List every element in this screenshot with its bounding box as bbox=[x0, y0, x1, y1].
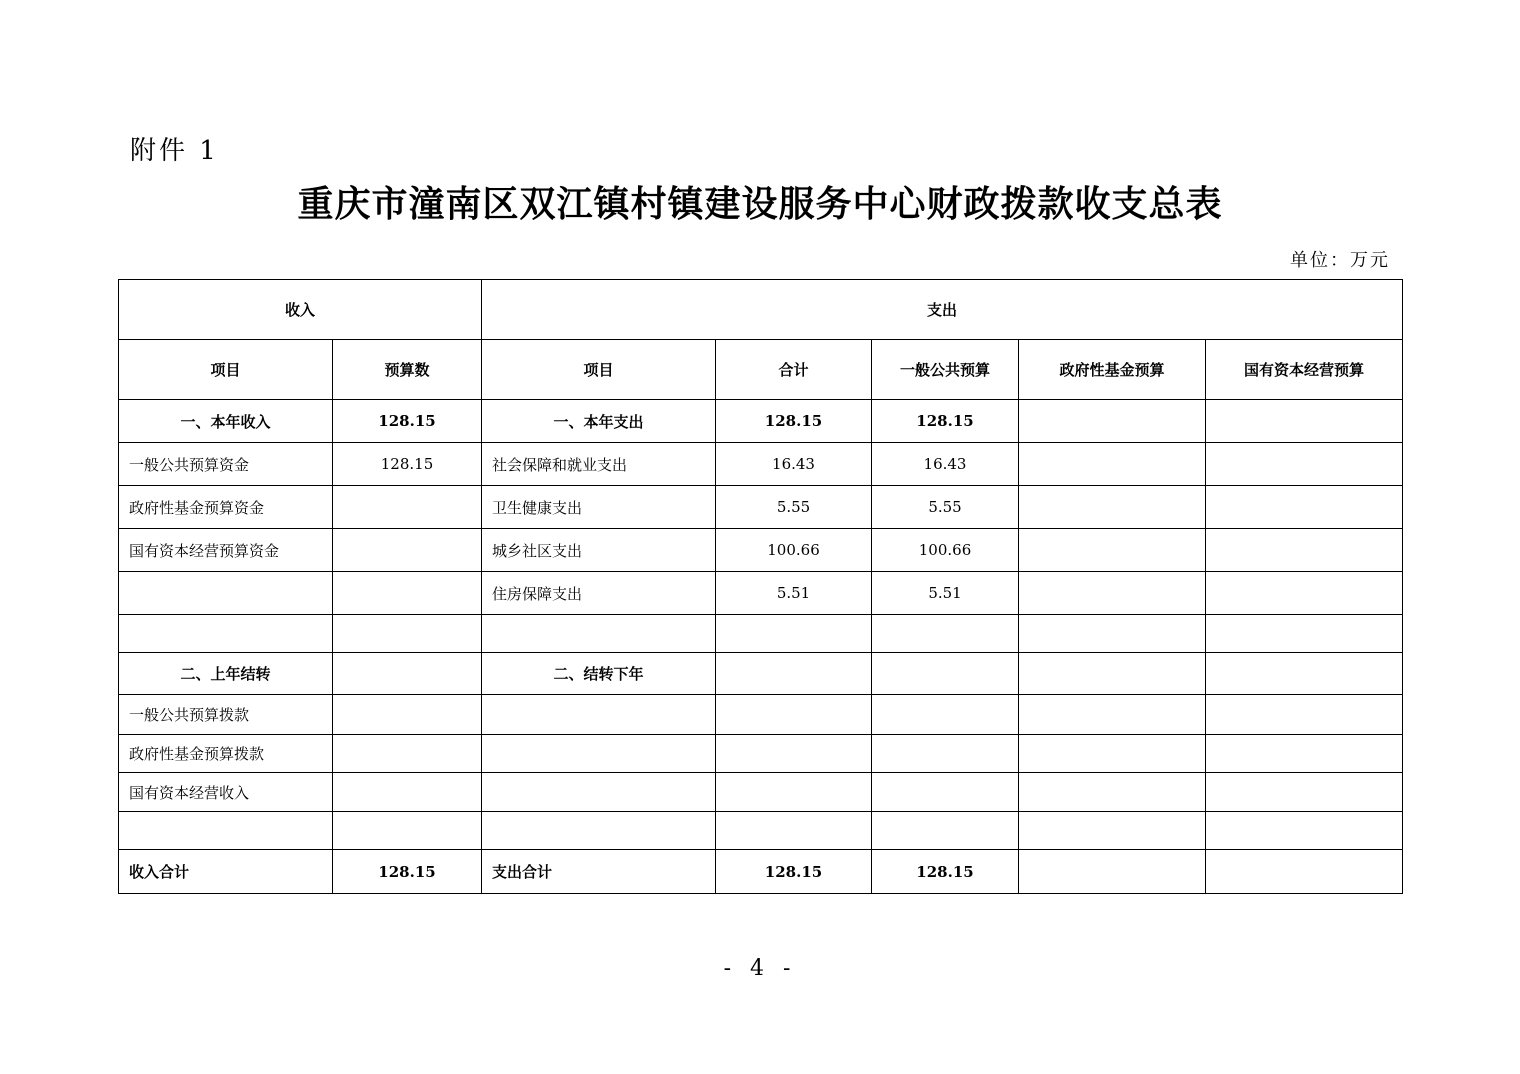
expense-government-fund bbox=[1019, 443, 1206, 486]
column-header-state-capital: 国有资本经营预算 bbox=[1206, 340, 1403, 400]
expense-item bbox=[482, 615, 716, 653]
expense-item: 支出合计 bbox=[482, 850, 716, 894]
expense-government-fund bbox=[1019, 486, 1206, 529]
table-group-header-row bbox=[119, 280, 1403, 340]
expense-state-capital bbox=[1206, 653, 1403, 695]
expense-government-fund bbox=[1019, 572, 1206, 615]
expense-total: 5.55 bbox=[716, 486, 872, 529]
expense-total: 128.15 bbox=[716, 400, 872, 443]
expense-total bbox=[716, 615, 872, 653]
page-number: - 4 - bbox=[723, 956, 797, 981]
table-row bbox=[119, 486, 1403, 529]
expense-government-fund bbox=[1019, 850, 1206, 894]
expense-government-fund bbox=[1019, 695, 1206, 735]
column-header-expense-item: 项目 bbox=[482, 340, 716, 400]
table-row-totals bbox=[119, 850, 1403, 894]
expense-state-capital bbox=[1206, 812, 1403, 850]
expense-total: 100.66 bbox=[716, 529, 872, 572]
income-amount bbox=[333, 572, 482, 615]
expense-item bbox=[482, 735, 716, 773]
expense-government-fund bbox=[1019, 653, 1206, 695]
expense-total: 128.15 bbox=[716, 850, 872, 894]
expense-general-public: 5.51 bbox=[872, 572, 1019, 615]
expense-general-public bbox=[872, 735, 1019, 773]
income-amount: 128.15 bbox=[333, 850, 482, 894]
expense-state-capital bbox=[1206, 695, 1403, 735]
expense-general-public: 100.66 bbox=[872, 529, 1019, 572]
expense-total: 16.43 bbox=[716, 443, 872, 486]
expense-general-public bbox=[872, 615, 1019, 653]
income-item: 收入合计 bbox=[119, 850, 333, 894]
expense-item: 社会保障和就业支出 bbox=[482, 443, 716, 486]
expense-state-capital bbox=[1206, 735, 1403, 773]
expense-item bbox=[482, 695, 716, 735]
table-row bbox=[119, 615, 1403, 653]
income-amount bbox=[333, 695, 482, 735]
income-amount bbox=[333, 812, 482, 850]
expense-header: 支出 bbox=[482, 280, 1403, 340]
income-item bbox=[119, 572, 333, 615]
expense-total bbox=[716, 695, 872, 735]
expense-government-fund bbox=[1019, 615, 1206, 653]
expense-general-public bbox=[872, 812, 1019, 850]
column-header-government-fund: 政府性基金预算 bbox=[1019, 340, 1206, 400]
expense-government-fund bbox=[1019, 735, 1206, 773]
expense-general-public: 16.43 bbox=[872, 443, 1019, 486]
expense-state-capital bbox=[1206, 486, 1403, 529]
income-amount bbox=[333, 615, 482, 653]
expense-total bbox=[716, 812, 872, 850]
income-item: 一般公共预算资金 bbox=[119, 443, 333, 486]
income-item: 政府性基金预算拨款 bbox=[119, 735, 333, 773]
table-row bbox=[119, 773, 1403, 812]
column-header-total: 合计 bbox=[716, 340, 872, 400]
expense-state-capital bbox=[1206, 400, 1403, 443]
expense-item: 住房保障支出 bbox=[482, 572, 716, 615]
expense-item: 城乡社区支出 bbox=[482, 529, 716, 572]
table-row bbox=[119, 400, 1403, 443]
expense-total: 5.51 bbox=[716, 572, 872, 615]
expense-item: 一、本年支出 bbox=[482, 400, 716, 443]
income-amount: 128.15 bbox=[333, 443, 482, 486]
table-row bbox=[119, 529, 1403, 572]
income-item: 一般公共预算拨款 bbox=[119, 695, 333, 735]
unit-label: 单位：万元 bbox=[1290, 250, 1390, 271]
income-amount bbox=[333, 529, 482, 572]
expense-government-fund bbox=[1019, 773, 1206, 812]
expense-item bbox=[482, 812, 716, 850]
expense-state-capital bbox=[1206, 443, 1403, 486]
document-title: 重庆市潼南区双江镇村镇建设服务中心财政拨款收支总表 bbox=[297, 183, 1223, 225]
expense-state-capital bbox=[1206, 773, 1403, 812]
expense-general-public bbox=[872, 773, 1019, 812]
table-body bbox=[119, 400, 1403, 894]
expense-general-public bbox=[872, 695, 1019, 735]
expense-general-public bbox=[872, 653, 1019, 695]
income-item: 政府性基金预算资金 bbox=[119, 486, 333, 529]
column-header-budget-amount: 预算数 bbox=[333, 340, 482, 400]
expense-total bbox=[716, 773, 872, 812]
table-row bbox=[119, 443, 1403, 486]
table-row bbox=[119, 812, 1403, 850]
income-item: 一、本年收入 bbox=[119, 400, 333, 443]
expense-state-capital bbox=[1206, 850, 1403, 894]
income-item: 国有资本经营收入 bbox=[119, 773, 333, 812]
expense-total bbox=[716, 653, 872, 695]
income-amount: 128.15 bbox=[333, 400, 482, 443]
expense-state-capital bbox=[1206, 529, 1403, 572]
expense-government-fund bbox=[1019, 400, 1206, 443]
income-item: 二、上年结转 bbox=[119, 653, 333, 695]
expense-government-fund bbox=[1019, 529, 1206, 572]
expense-item: 卫生健康支出 bbox=[482, 486, 716, 529]
income-amount bbox=[333, 653, 482, 695]
expense-total bbox=[716, 735, 872, 773]
expense-item: 二、结转下年 bbox=[482, 653, 716, 695]
table-row bbox=[119, 653, 1403, 695]
income-header: 收入 bbox=[119, 280, 482, 340]
expense-general-public: 128.15 bbox=[872, 400, 1019, 443]
table-row bbox=[119, 572, 1403, 615]
table-column-header-row bbox=[119, 340, 1403, 400]
column-header-income-item: 项目 bbox=[119, 340, 333, 400]
expense-general-public: 128.15 bbox=[872, 850, 1019, 894]
income-item bbox=[119, 615, 333, 653]
attachment-label: 附件 1 bbox=[130, 136, 219, 166]
expense-state-capital bbox=[1206, 572, 1403, 615]
expense-state-capital bbox=[1206, 615, 1403, 653]
budget-table bbox=[118, 279, 1403, 894]
table-row bbox=[119, 735, 1403, 773]
column-header-general-public: 一般公共预算 bbox=[872, 340, 1019, 400]
income-amount bbox=[333, 735, 482, 773]
expense-government-fund bbox=[1019, 812, 1206, 850]
income-item bbox=[119, 812, 333, 850]
income-amount bbox=[333, 773, 482, 812]
expense-general-public: 5.55 bbox=[872, 486, 1019, 529]
table-row bbox=[119, 695, 1403, 735]
expense-item bbox=[482, 773, 716, 812]
income-amount bbox=[333, 486, 482, 529]
income-item: 国有资本经营预算资金 bbox=[119, 529, 333, 572]
